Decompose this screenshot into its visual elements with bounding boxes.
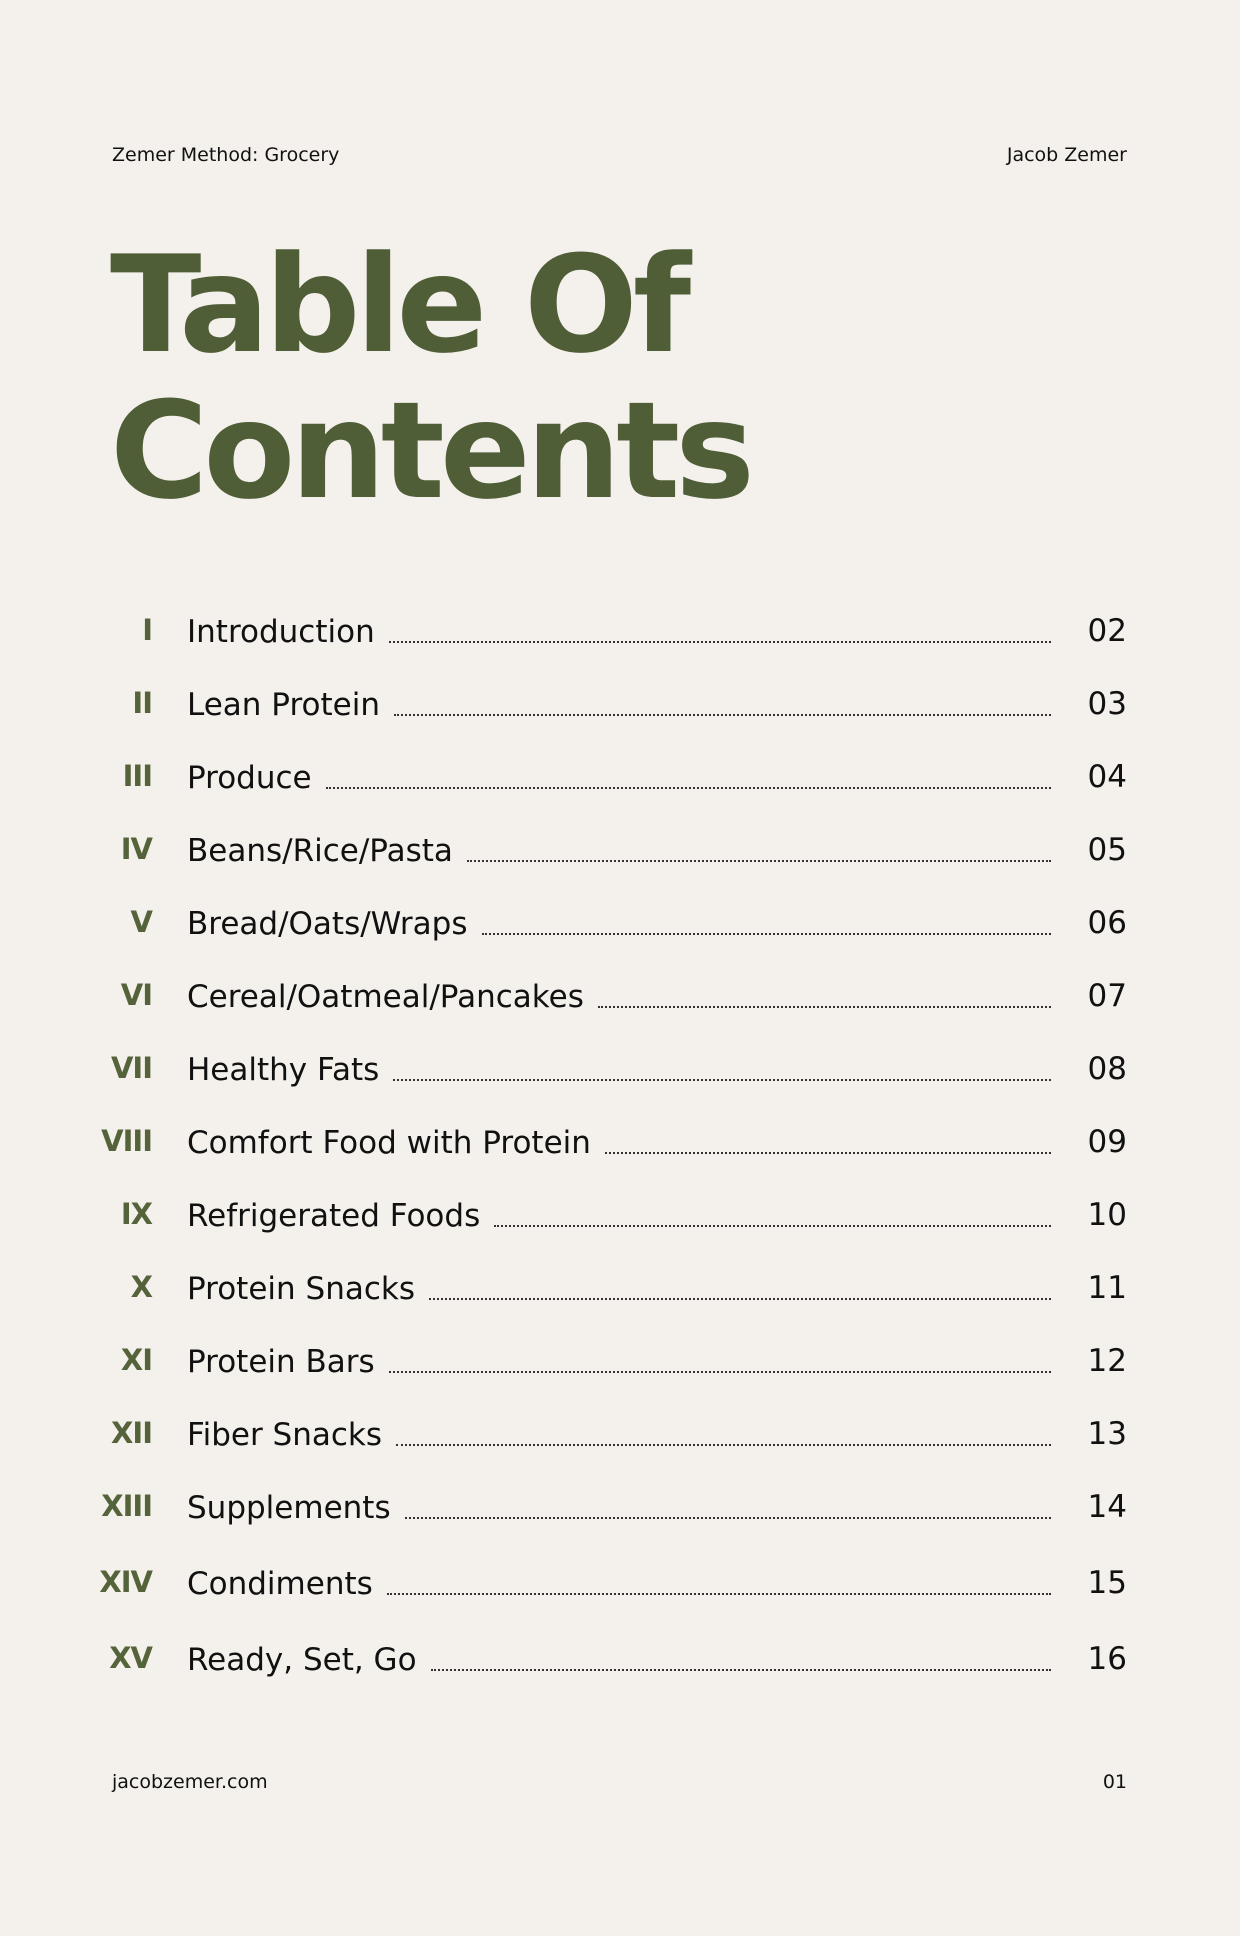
toc-entry-page-number: 04: [1087, 759, 1127, 795]
footer-website: jacobzemer.com: [112, 1771, 268, 1793]
toc-entry-numeral: XIII: [101, 1489, 152, 1523]
toc-entry-main: [187, 903, 1051, 943]
toc-entry-numeral: VI: [120, 978, 152, 1012]
header-book-title: Zemer Method: Grocery: [112, 144, 340, 166]
toc-entry-main: [187, 1122, 1051, 1162]
toc-entry-numeral: III: [122, 759, 152, 793]
toc-entry-page-number: 05: [1087, 832, 1127, 868]
toc-entry-title: Introduction: [187, 614, 375, 650]
toc-entry-main: [187, 757, 1051, 797]
toc-entry-page-number: 10: [1087, 1197, 1127, 1233]
toc-entry-title: Beans/Rice/Pasta: [187, 833, 453, 869]
toc-entry-title: Lean Protein: [187, 687, 380, 723]
footer-page-number: 01: [1102, 1771, 1127, 1793]
toc-entry-title: Ready, Set, Go: [187, 1642, 417, 1678]
toc-entry-page-number: 09: [1087, 1124, 1127, 1160]
toc-dot-leader: [387, 1593, 1051, 1595]
toc-dot-leader: [393, 1079, 1051, 1081]
toc-entry-numeral: VIII: [101, 1124, 152, 1158]
toc-entry[interactable]: [0, 1557, 1240, 1607]
toc-entry-main: [187, 1049, 1051, 1089]
toc-entry-page-number: 16: [1087, 1641, 1127, 1677]
toc-entry[interactable]: [0, 1408, 1240, 1458]
toc-dot-leader: [467, 860, 1051, 862]
toc-entry-page-number: 08: [1087, 1051, 1127, 1087]
page-title-line-1: Table Of: [110, 227, 687, 383]
toc-entry[interactable]: [0, 1481, 1240, 1531]
toc-dot-leader: [326, 787, 1051, 789]
header-author: Jacob Zemer: [1006, 144, 1127, 166]
toc-entry[interactable]: [0, 678, 1240, 728]
toc-entry-page-number: 15: [1087, 1565, 1127, 1601]
toc-entry-numeral: IX: [120, 1197, 152, 1231]
toc-entry-main: [187, 684, 1051, 724]
toc-entry[interactable]: [0, 1116, 1240, 1166]
toc-entry-main: [187, 1268, 1051, 1308]
toc-dot-leader: [389, 641, 1051, 643]
page-title-line-2: Contents: [110, 373, 750, 529]
toc-dot-leader: [394, 714, 1051, 716]
toc-entry-title: Protein Bars: [187, 1344, 375, 1380]
toc-dot-leader: [429, 1298, 1051, 1300]
toc-entry-numeral: IV: [120, 832, 152, 866]
toc-dot-leader: [431, 1669, 1051, 1671]
toc-entry-title: Fiber Snacks: [187, 1417, 383, 1453]
toc-entry-main: [187, 611, 1051, 651]
toc-dot-leader: [405, 1517, 1051, 1519]
toc-entry-numeral: XII: [111, 1416, 152, 1450]
toc-entry[interactable]: [0, 1189, 1240, 1239]
toc-entry-main: [187, 976, 1051, 1016]
toc-entry-page-number: 03: [1087, 686, 1127, 722]
toc-entry-numeral: V: [130, 905, 152, 939]
toc-entry-main: [187, 1563, 1051, 1603]
toc-entry[interactable]: [0, 970, 1240, 1020]
toc-entry-title: Condiments: [187, 1566, 373, 1602]
toc-entry[interactable]: [0, 1335, 1240, 1385]
toc-dot-leader: [482, 933, 1052, 935]
toc-entry-main: [187, 830, 1051, 870]
toc-entry-numeral: XI: [120, 1343, 152, 1377]
toc-entry-main: [187, 1341, 1051, 1381]
toc-entry-page-number: 13: [1087, 1416, 1127, 1452]
toc-entry-main: [187, 1195, 1051, 1235]
toc-entry-title: Refrigerated Foods: [187, 1198, 481, 1234]
toc-entry[interactable]: [0, 605, 1240, 655]
toc-entry[interactable]: [0, 897, 1240, 947]
toc-entry-title: Produce: [187, 760, 312, 796]
toc-entry[interactable]: [0, 824, 1240, 874]
toc-entry-main: [187, 1487, 1051, 1527]
toc-entry-main: [187, 1639, 1051, 1679]
toc-entry-title: Healthy Fats: [187, 1052, 380, 1088]
toc-entry-title: Protein Snacks: [187, 1271, 415, 1307]
page-title: [110, 227, 750, 529]
toc-entry-page-number: 11: [1087, 1270, 1127, 1306]
toc-entry-numeral: VII: [110, 1051, 152, 1085]
toc-entry-numeral: XV: [109, 1641, 152, 1675]
toc-entry-page-number: 14: [1087, 1489, 1127, 1525]
toc-entry-main: [187, 1414, 1051, 1454]
toc-entry-title: Supplements: [187, 1490, 391, 1526]
toc-dot-leader: [605, 1152, 1051, 1154]
toc-dot-leader: [494, 1225, 1051, 1227]
toc-entry-page-number: 06: [1087, 905, 1127, 941]
toc-entry-page-number: 02: [1087, 613, 1127, 649]
toc-entry[interactable]: [0, 1262, 1240, 1312]
toc-entry[interactable]: [0, 1043, 1240, 1093]
toc-entry-title: Cereal/Oatmeal/Pancakes: [187, 979, 584, 1015]
toc-entry-title: Bread/Oats/Wraps: [187, 906, 468, 942]
toc-entry-numeral: X: [130, 1270, 152, 1304]
toc-dot-leader: [396, 1444, 1051, 1446]
toc-entry-numeral: XIV: [99, 1565, 152, 1599]
toc-dot-leader: [389, 1371, 1051, 1373]
toc-entry-numeral: I: [142, 613, 152, 647]
toc-dot-leader: [598, 1006, 1051, 1008]
toc-entry[interactable]: [0, 1633, 1240, 1683]
toc-entry-page-number: 12: [1087, 1343, 1127, 1379]
toc-entry-numeral: II: [132, 686, 152, 720]
toc-entry-page-number: 07: [1087, 978, 1127, 1014]
toc-entry[interactable]: [0, 751, 1240, 801]
toc-entry-title: Comfort Food with Protein: [187, 1125, 591, 1161]
